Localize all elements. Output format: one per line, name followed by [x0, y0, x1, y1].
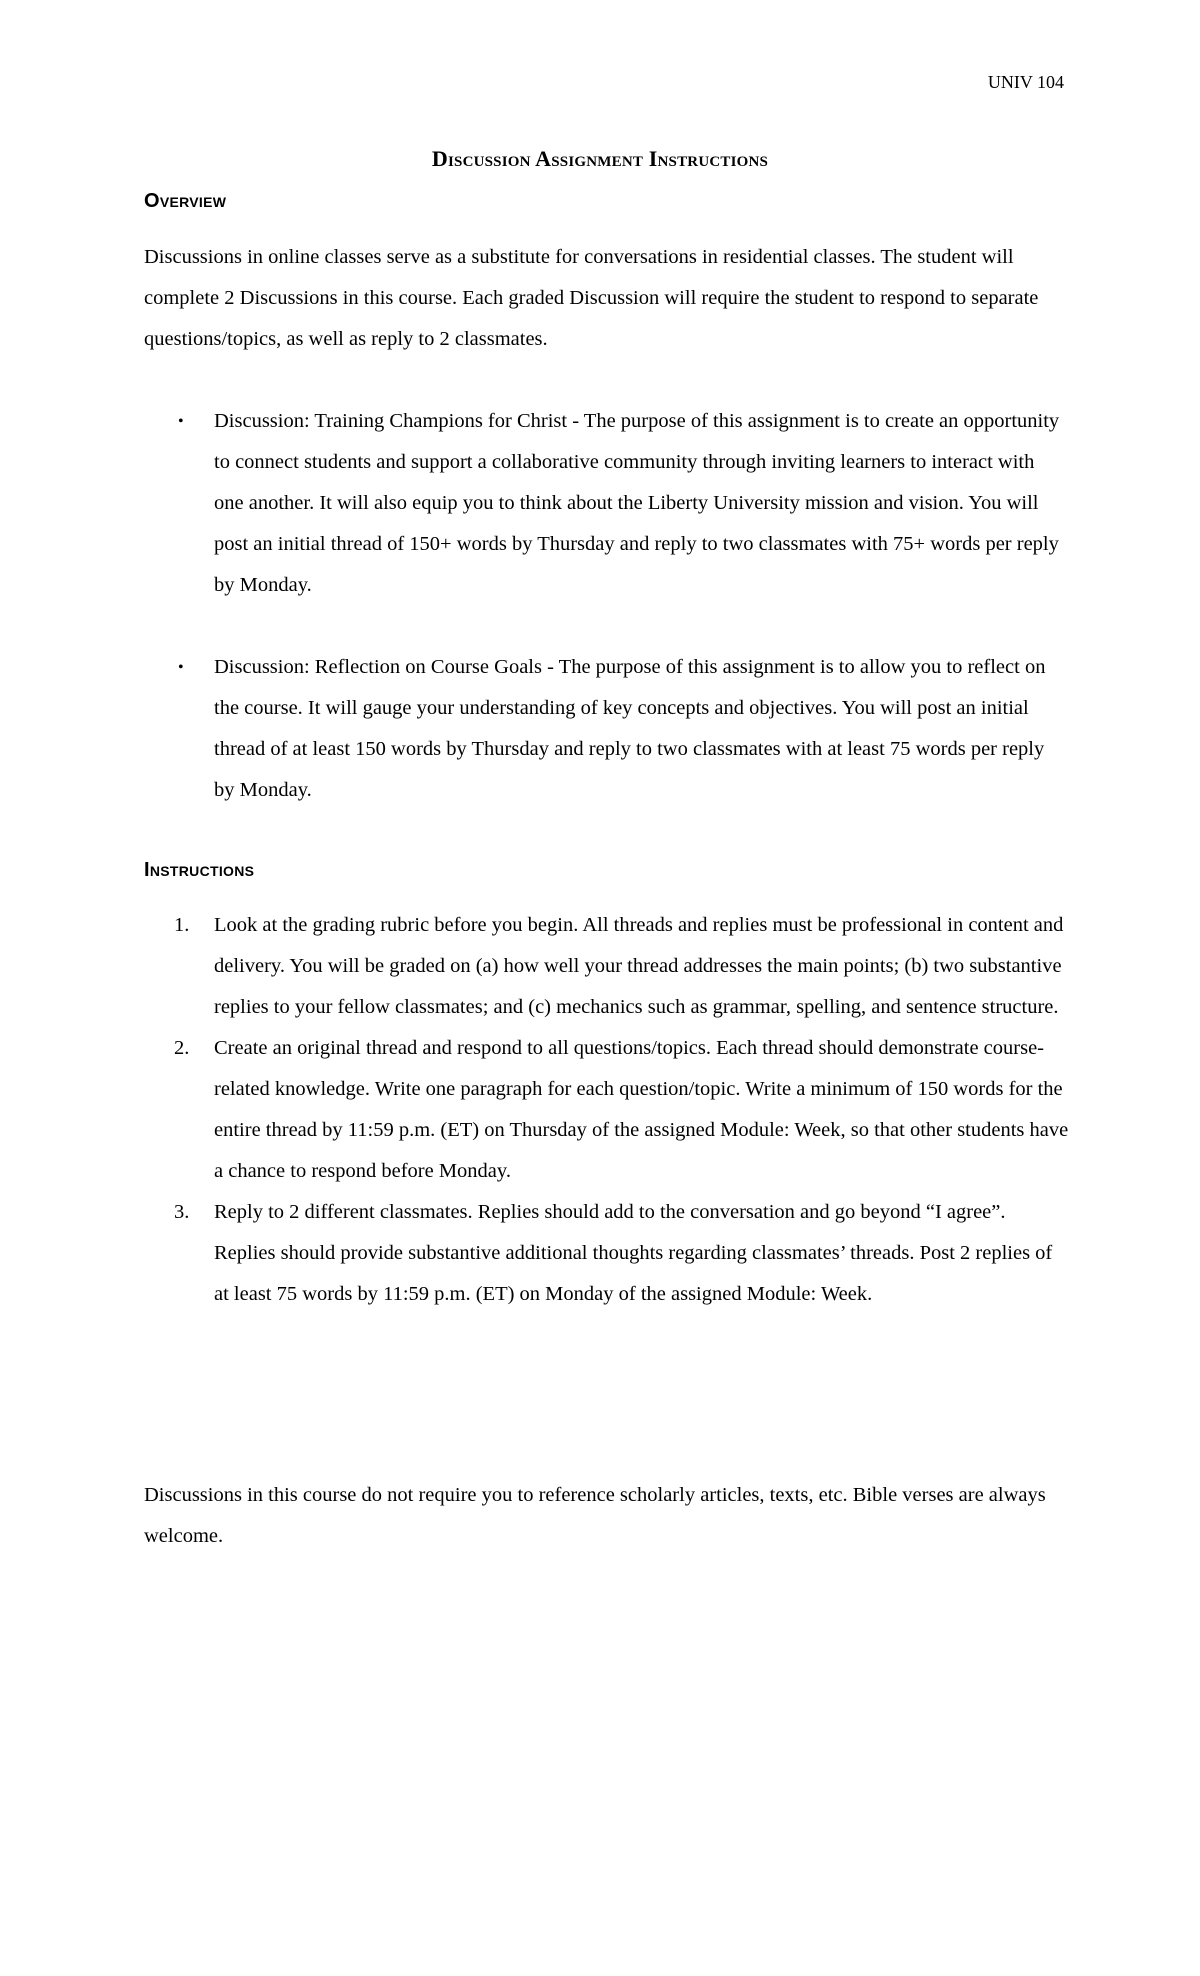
list-item [144, 1192, 1069, 1315]
overview-heading: Overview [144, 190, 227, 212]
discussion-bullet-list [144, 401, 1069, 852]
page-header-course-code: UNIV 104 [987, 72, 1064, 92]
item-number: 3. [174, 1201, 190, 1223]
bullet-icon: • [178, 659, 184, 676]
document-title: Discussion Assignment Instructions [431, 146, 769, 171]
instructions-list [144, 905, 1069, 1315]
instructions-heading: Instructions [144, 859, 255, 881]
item-text: Look at the grading rubric before you begin. All threads and replies must be professional in content and delivery. You will be graded on (a) how well your thread addresses the main points; (b) two substantive replies to your fellow classmates; and (c) mechanics such as grammar, spelling, and sentence structure. [214, 914, 1064, 1018]
bullet-icon: • [178, 413, 184, 430]
overview-paragraph: Discussions in online classes serve as a substitute for conversations in residential classes. The student will complete 2 Discussions in this course. Each graded Discussion will require the student to respond to separate questions/topics, as well as reply to 2 classmates. [144, 246, 1039, 350]
list-item [144, 905, 1069, 1028]
list-item [144, 401, 1069, 606]
list-item [144, 1028, 1069, 1192]
item-text: Create an original thread and respond to all questions/topics. Each thread should demonstrate course-related knowledge. Write one paragraph for each question/topic. Write a minimum of 150 words for the entire thread by 11:59 p.m. (ET) on Thursday of the assigned Module: Week, so that other students have a chance to respond before Monday. [214, 1037, 1069, 1182]
item-text: Reply to 2 different classmates. Replies should add to the conversation and go beyond “I agree”. Replies should provide substantive additional thoughts regarding classmates’ threads. Post 2 replies of at least 75 words by 11:59 p.m. (ET) on Monday of the assigned Module: Week. [214, 1201, 1053, 1305]
item-number: 2. [174, 1037, 190, 1059]
closing-paragraph: Discussions in this course do not require you to reference scholarly articles, texts, etc. Bible verses are always welcome. [144, 1484, 1046, 1547]
list-item [144, 647, 1069, 811]
item-number: 1. [174, 914, 190, 936]
bullet-text: Discussion: Reflection on Course Goals - The purpose of this assignment is to allow you to reflect on the course. It will gauge your understanding of key concepts and objectives. You will post an initial thread of at least 150 words by Thursday and reply to two classmates with at least 75 words per reply by Monday. [214, 656, 1046, 801]
bullet-text: Discussion: Training Champions for Christ - The purpose of this assignment is to create an opportunity to connect students and support a collaborative community through inviting learners to interact with one another. It will also equip you to think about the Liberty University mission and vision. You will post an initial thread of 150+ words by Thursday and reply to two classmates with 75+ words per reply by Monday. [214, 410, 1060, 596]
